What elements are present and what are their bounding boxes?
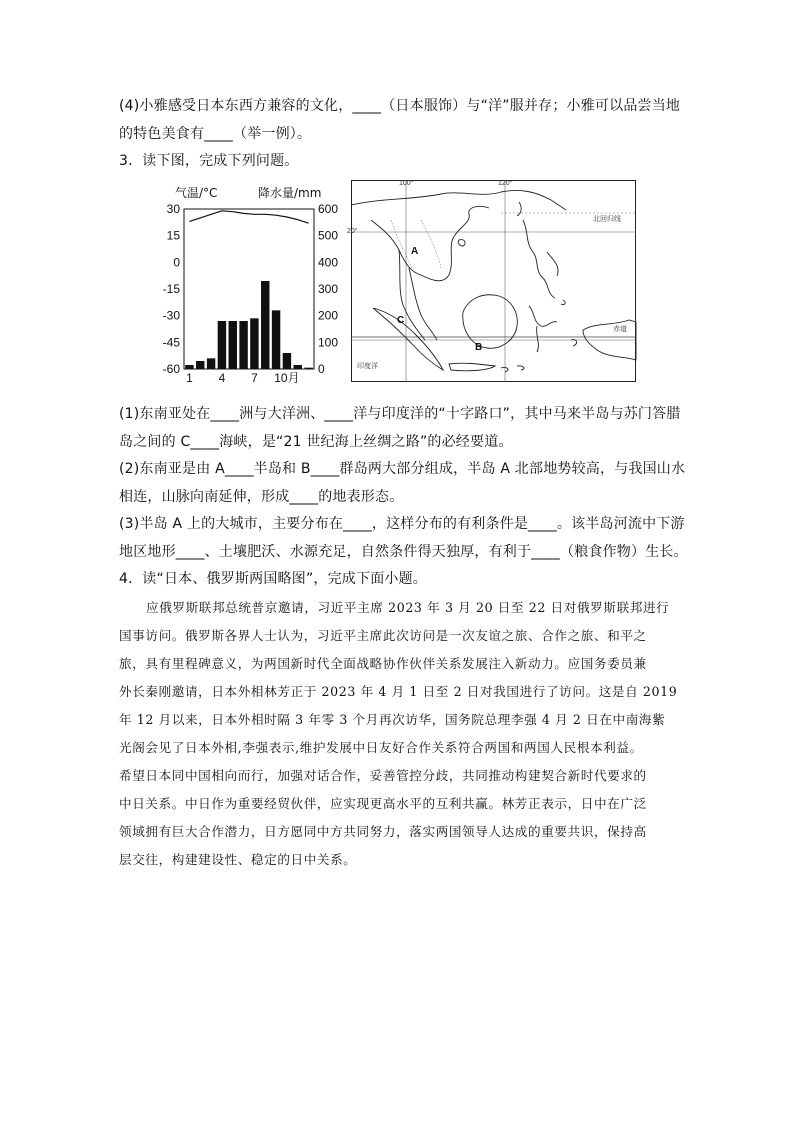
q3-heading: 3．读下图，完成下列问题。 [119,153,299,169]
y-left-tick-label: 15 [166,228,180,243]
passage-line: 希望日本同中国相向而行，加强对话合作，妥善管控分歧，共同推动构建契合新时代要求的 [119,768,647,783]
y-right-tick-label: 400 [318,255,339,270]
precipitation-bar [272,310,280,369]
precipitation-bar [207,358,215,369]
passage-line: 国事访问。俄罗斯各界人士认为，习近平主席此次访问是一次友谊之旅、合作之旅、和平之 [119,628,647,643]
x-tick-label: 7 [251,371,258,385]
plot-frame [184,209,314,369]
y-left-tick-label: -60 [162,362,180,376]
passage-line: 旅，具有里程碑意义，为两国新时代全面战略协作伙伴关系发展注入新动力。应国务委员兼 [119,656,647,671]
label-a: A [411,246,419,257]
precipitation-bar [250,318,258,369]
x-tick-label: 10月 [274,371,300,385]
precipitation-bar [261,281,269,369]
y-right-tick-label: 600 [318,202,339,216]
precipitation-bar [304,368,312,369]
x-tick-label: 1 [186,371,193,385]
q3-sub1-line1: (1)东南亚处在____洲与大洋洲、____洋与印度洋的“十字路口”，其中马来半岛与苏门答腊 [119,406,681,422]
label-b: B [475,342,483,353]
southeast-asia-map [347,180,636,382]
passage-line: 层交往，构建建设性、稳定的日中关系。 [119,852,357,867]
precipitation-bar [229,321,237,369]
y-left-tick-label: 0 [173,255,180,270]
lon-label-100: 100° [399,180,414,187]
y-left-axis-label: 气温/°C [175,186,218,200]
y-right-tick-label: 0 [318,362,325,376]
passage-line: 领域拥有巨大合作潜力，日方愿同中方共同努力，落实两国领导人达成的重要共识，保持高 [119,824,647,839]
passage-line: 中日关系。中日作为重要经贸伙伴，应实现更高水平的互利共赢。林芳正表示，日中在广泛 [119,796,647,811]
label-c: C [397,315,405,326]
y-left-tick-label: -30 [162,308,180,323]
precipitation-bar [196,361,204,369]
q3-sub3-line1: (3)半岛 A 上的大城市，主要分布在____，这样分布的有利条件是____。该半岛河流中下游 [119,516,685,532]
y-right-tick-label: 300 [318,282,339,296]
q4-heading: 4．读“日本、俄罗斯两国略图”，完成下面小题。 [119,571,428,587]
passage-line: 年 12 月以来，日本外相时隔 3 年零 3 个月再次访华，国务院总理李强 4 月 2 日在中南海紫 [119,712,666,727]
x-tick-label: 4 [218,371,226,385]
y-right-tick-label: 100 [318,335,339,350]
q4-sub4-line1: (4)小雅感受日本东西方兼容的文化，____（日本服饰）与“洋”服并存；小雅可以品尝当地 [119,98,681,114]
equator-label: 赤道 [613,326,627,333]
indian-ocean-label: 印度洋 [357,363,378,370]
y-right-axis-label: 降水量/mm [258,186,322,200]
tropic-label: 北回归线 [593,216,621,223]
lat-label-20: 20° [347,228,358,235]
passage-line: 光阁会见了日本外相,李强表示,维护发展中日友好合作关系符合两国和两国人民根本利益。 [119,740,643,755]
y-left-tick-label: -15 [162,282,180,296]
q3-sub1-line2: 岛之间的 C____海峡，是“21 世纪海上丝绸之路”的必经要道。 [119,434,513,450]
passage-line: 应俄罗斯联邦总统普京邀请，习近平主席 2023 年 3 月 20 日至 22 日对俄罗斯联邦进行 [146,600,670,615]
q4-sub4-line2: 的特色美食有____（举一例）。 [119,126,312,142]
precipitation-bar [185,365,193,369]
precipitation-bar [283,353,291,369]
q3-sub2-line2: 相连，山脉向南延伸，形成____的地表形态。 [119,489,404,505]
q3-sub2-line1: (2)东南亚是由 A____半岛和 B____群岛两大部分组成，半岛 A 北部地势较高，与我国山水 [119,461,686,477]
passage-line: 外长秦刚邀请，日本外相林芳正于 2023 年 4 月 1 日至 2 日对我国进行了访问。这是自 2019 [119,684,678,699]
lon-label-120: 120° [498,180,513,187]
climate-chart [160,183,348,383]
precipitation-bar [218,321,226,369]
y-left-tick-label: -45 [162,335,180,350]
q3-sub3-line2: 地区地形____、土壤肥沃、水源充足，自然条件得天独厚，有利于____（粮食作物）生长。 [119,544,688,560]
precipitation-bar [239,321,247,369]
y-left-tick-label: 30 [166,202,180,216]
temperature-line [189,211,308,223]
y-right-tick-label: 200 [318,308,339,323]
precipitation-bar [294,365,302,369]
y-right-tick-label: 500 [318,228,339,243]
